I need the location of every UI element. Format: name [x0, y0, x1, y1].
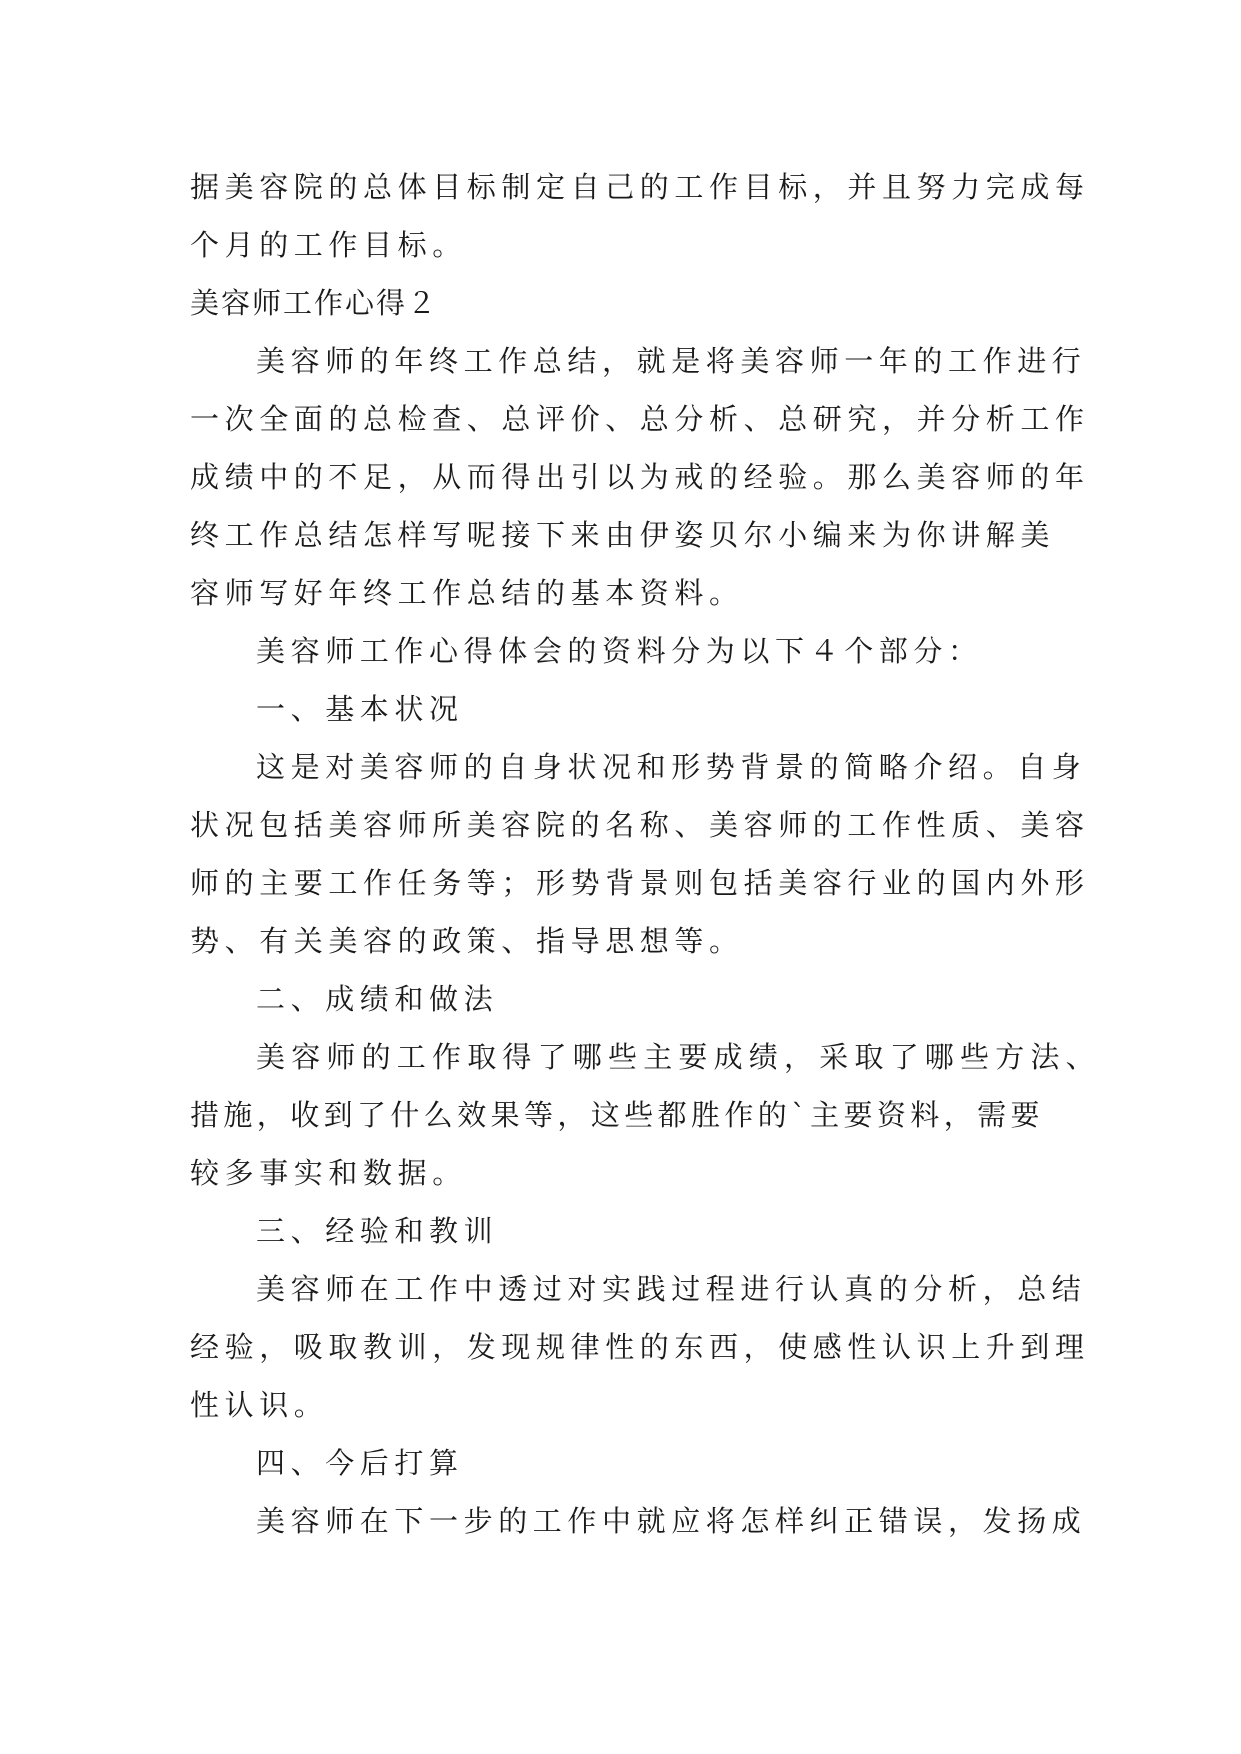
paragraph-line: 势、有关美容的政策、指导思想等。 — [190, 924, 744, 958]
subheading: 四、今后打算 — [256, 1446, 464, 1480]
paragraph-line: 据美容院的总体目标制定自己的工作目标，并且努力完成每 — [190, 170, 1090, 204]
paragraph-line: 性认识。 — [190, 1388, 329, 1422]
paragraph-line: 经验，吸取教训，发现规律性的东西，使感性认识上升到理 — [190, 1330, 1090, 1364]
paragraph-line: 终工作总结怎样写呢接下来由伊姿贝尔小编来为你讲解美 — [190, 518, 1056, 552]
paragraph-line: 措施，收到了什么效果等，这些都胜作的`主要资料，需要 — [190, 1098, 1044, 1132]
paragraph-line: 这是对美容师的自身状况和形势背景的简略介绍。自身 — [256, 750, 1087, 784]
paragraph-line: 个月的工作目标。 — [190, 228, 467, 262]
paragraph-line: 美容师的工作取得了哪些主要成绩，采取了哪些方法、 — [256, 1040, 1101, 1074]
paragraph-line: 美容师的年终工作总结，就是将美容师一年的工作进行 — [256, 344, 1087, 378]
subheading: 三、经验和教训 — [256, 1214, 499, 1248]
paragraph-line: 美容师在工作中透过对实践过程进行认真的分析，总结 — [256, 1272, 1087, 1306]
paragraph-line: 较多事实和数据。 — [190, 1156, 467, 1190]
paragraph-line: 美容师在下一步的工作中就应将怎样纠正错误，发扬成 — [256, 1504, 1087, 1538]
paragraph-line: 成绩中的不足，从而得出引以为戒的经验。那么美容师的年 — [190, 460, 1090, 494]
subheading: 二、成绩和做法 — [256, 982, 499, 1016]
paragraph-line: 师的主要工作任务等；形势背景则包括美容行业的国内外形 — [190, 866, 1090, 900]
paragraph-line: 一次全面的总检查、总评价、总分析、总研究，并分析工作 — [190, 402, 1090, 436]
paragraph-line: 状况包括美容师所美容院的名称、美容师的工作性质、美容 — [190, 808, 1090, 842]
paragraph-line: 容师写好年终工作总结的基本资料。 — [190, 576, 744, 610]
section-title: 美容师工作心得２ — [190, 286, 439, 320]
paragraph-line: 美容师工作心得体会的资料分为以下４个部分： — [256, 634, 983, 668]
subheading: 一、基本状况 — [256, 692, 464, 726]
